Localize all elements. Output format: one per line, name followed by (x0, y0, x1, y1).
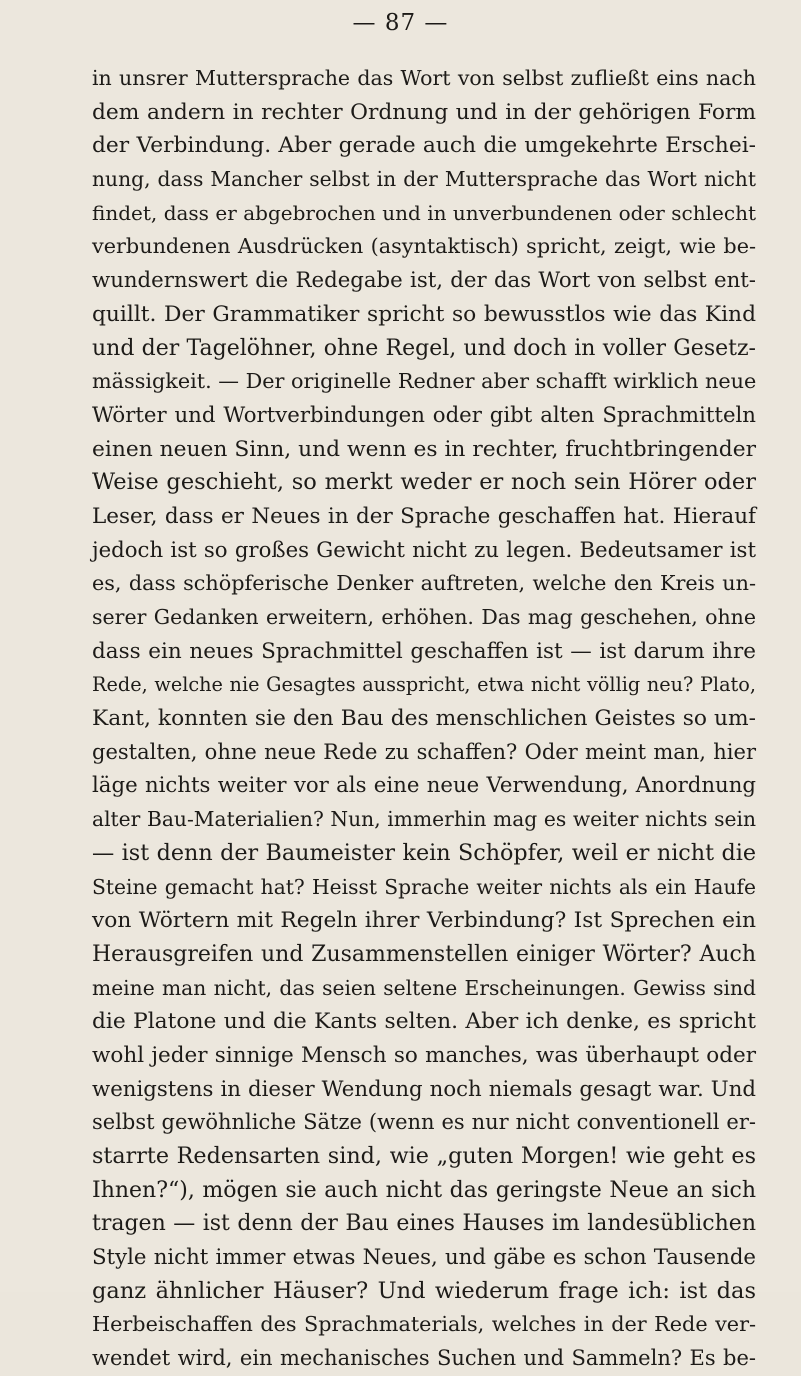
text-line: es, dass schöpferische Denker auftreten, welche den Kreis un- (92, 571, 756, 596)
text-line: einen neuen Sinn, und wenn es in rechter, fruchtbringender (92, 436, 756, 462)
text-line: Style nicht immer etwas Neues, und gäbe es schon Tausende (92, 1245, 756, 1271)
text-line: alter Bau-Materialien? Nun, immerhin mag es weiter nichts sein (92, 807, 756, 832)
text-line: selbst gewöhnliche Sätze (wenn es nur nicht conventionell er- (92, 1110, 756, 1135)
text-line: wenigstens in dieser Wendung noch niemals gesagt war. Und (92, 1076, 756, 1102)
text-line: der Verbindung. Aber gerade auch die umgekehrte Erschei- (92, 133, 756, 159)
page-number-header: — 87 — (352, 10, 449, 36)
text-line: Leser, dass er Neues in der Sprache geschaffen hat. Hierauf (92, 503, 756, 529)
text-line: und der Tagelöhner, ohne Regel, und doch in voller Gesetz- (92, 335, 756, 361)
text-line: die Platone und die Kants selten. Aber ich denke, es spricht (92, 1009, 756, 1035)
text-line: mässigkeit. — Der originelle Redner aber schafft wirklich neue (92, 369, 757, 394)
text-line: Wörter und Wortverbindungen oder gibt alten Sprachmitteln (92, 402, 756, 428)
text-line: Kant, konnten sie den Bau des menschlichen Geistes so um- (92, 706, 756, 732)
text-line: quillt. Der Grammatiker spricht so bewusstlos wie das Kind (92, 301, 756, 327)
body-text (92, 62, 756, 1376)
text-line: in unsrer Muttersprache das Wort von selbst zufließt eins nach (92, 66, 756, 90)
text-line: Herbeischaffen des Sprachmaterials, welches in der Rede ver- (92, 1312, 756, 1337)
text-line: wundernswert die Redegabe ist, der das Wort von selbst ent- (92, 268, 756, 294)
text-line: nung, dass Mancher selbst in der Muttersprache das Wort nicht (92, 167, 756, 192)
text-line: — ist denn der Baumeister kein Schöpfer, weil er nicht die (92, 839, 756, 866)
text-line: verbundenen Ausdrücken (asyntaktisch) spricht, zeigt, wie be- (92, 234, 756, 259)
text-line: findet, dass er abgebrochen und in unverbundenen oder schlecht (92, 200, 756, 225)
text-line: dass ein neues Sprachmittel geschaffen ist — ist darum ihre (92, 638, 756, 664)
text-line: meine man nicht, das seien seltene Erscheinungen. Gewiss sind (92, 975, 756, 1000)
text-line: dem andern in rechter Ordnung und in der gehörigen Form (92, 99, 756, 125)
text-line: Herausgreifen und Zusammenstellen einiger Wörter? Auch (92, 941, 756, 967)
text-line: jedoch ist so großes Gewicht nicht zu legen. Bedeutsamer ist (92, 537, 756, 563)
text-line: ganz ähnlicher Häuser? Und wiederum frage ich: ist das (92, 1277, 756, 1304)
text-line: starrte Redensarten sind, wie „guten Morgen! wie geht es (92, 1143, 756, 1169)
text-line: Ihnen?“), mögen sie auch nicht das geringste Neue an sich (92, 1177, 756, 1203)
text-line: wendet wird, ein mechanisches Suchen und Sammeln? Es be- (92, 1346, 756, 1371)
text-line: serer Gedanken erweitern, erhöhen. Das mag geschehen, ohne (92, 605, 756, 629)
text-line: tragen — ist denn der Bau eines Hauses im landesüblichen (92, 1211, 756, 1237)
text-line: Rede, welche nie Gesagtes ausspricht, etwa nicht völlig neu? Plato, (92, 673, 756, 697)
text-line: läge nichts weiter vor als eine neue Verwendung, Anordnung (92, 773, 756, 799)
text-line: gestalten, ohne neue Rede zu schaffen? Oder meint man, hier (92, 739, 756, 764)
text-line: von Wörtern mit Regeln ihrer Verbindung? Ist Sprechen ein (92, 908, 756, 934)
text-line: Steine gemacht hat? Heisst Sprache weiter nichts als ein Haufe (92, 874, 756, 899)
text-line: Weise geschieht, so merkt weder er noch sein Hörer oder (92, 469, 756, 496)
text-line: wohl jeder sinnige Mensch so manches, was überhaupt oder (92, 1042, 756, 1068)
